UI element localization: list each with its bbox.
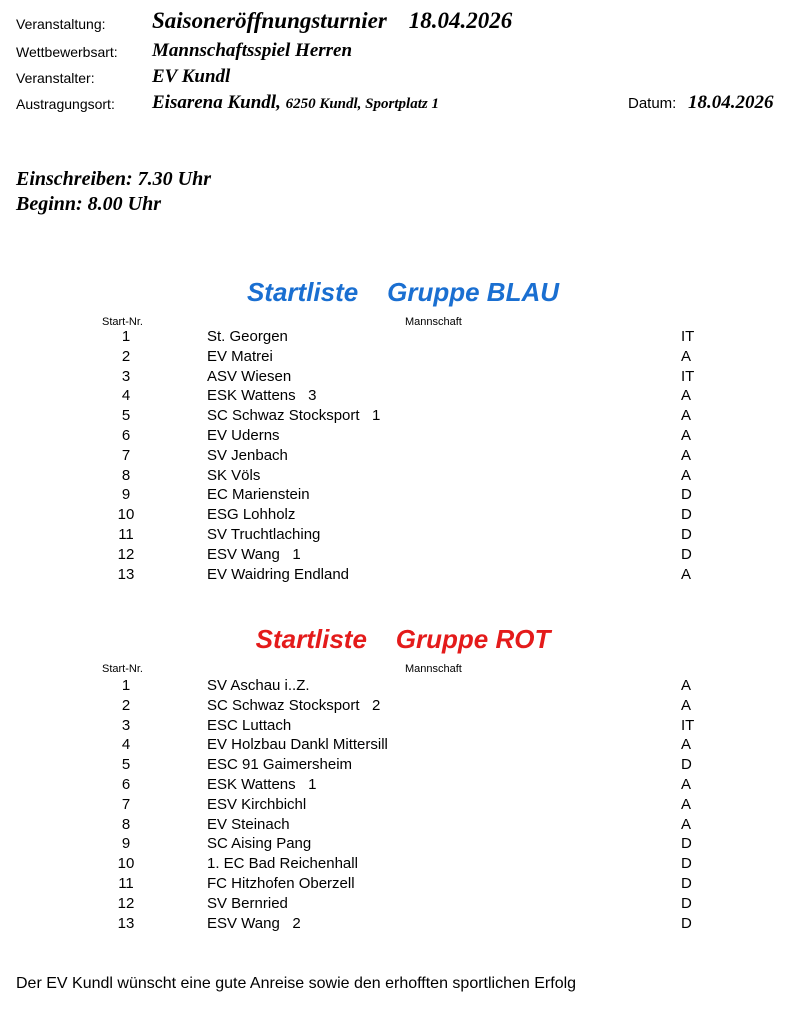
event-name: Saisoneröffnungsturnier [152, 8, 387, 33]
team-class: A [681, 736, 692, 754]
list-item [0, 914, 800, 934]
start-number: 7 [121, 446, 131, 464]
datum-value: 18.04.2026 [688, 92, 774, 113]
list-item [0, 565, 800, 585]
list-item [0, 386, 800, 406]
start-number: 6 [121, 775, 131, 793]
team-name: ESV Wang 2 [207, 914, 301, 932]
team-class: D [681, 506, 692, 524]
group-rot-title: Startliste Gruppe ROT [255, 624, 551, 654]
team-class: D [681, 855, 692, 873]
team-class: A [681, 677, 692, 694]
start-number: 11 [118, 874, 134, 892]
team-class: A [681, 466, 692, 484]
team-name: ASV Wiesen [207, 367, 292, 385]
start-number: 1 [121, 328, 131, 345]
team-class: D [681, 486, 692, 504]
team-class: A [681, 446, 692, 464]
team-class: A [681, 795, 692, 813]
team-name: EV Holzbau Dankl Mittersill [207, 736, 388, 754]
veranstaltung-value [152, 8, 512, 34]
start-number: 4 [121, 387, 131, 405]
ort-value [152, 92, 439, 114]
start-number: 3 [121, 367, 131, 385]
group-blau-col-startnr: Start-Nr. [102, 316, 143, 328]
list-item [0, 815, 800, 835]
event-date: 18.04.2026 [408, 8, 513, 33]
team-class: A [681, 387, 692, 405]
list-item [0, 327, 800, 347]
team-class: D [681, 894, 692, 912]
list-item [0, 854, 800, 874]
start-number: 8 [121, 466, 131, 484]
ort-address: 6250 Kundl, Sportplatz 1 [285, 96, 439, 112]
start-number: 4 [121, 736, 131, 754]
start-number: 2 [121, 347, 131, 365]
list-item [0, 775, 800, 795]
team-class: A [681, 426, 692, 444]
group-rot-col-mannschaft: Mannschaft [405, 663, 462, 675]
list-item [0, 367, 800, 387]
group-blau-title: Startliste Gruppe BLAU [246, 277, 560, 307]
team-name: EC Marienstein [207, 486, 310, 504]
team-class: D [681, 756, 692, 774]
team-class: D [681, 525, 692, 543]
header-wettbewerbsart [0, 36, 800, 62]
team-name: 1. EC Bad Reichenhall [207, 855, 358, 873]
team-class: D [681, 545, 692, 563]
list-item [0, 894, 800, 914]
start-number: 10 [117, 506, 135, 524]
list-item [0, 525, 800, 545]
team-class: A [681, 775, 692, 793]
group-blau-list [0, 327, 800, 584]
team-name: St. Georgen [207, 328, 288, 345]
list-item [0, 834, 800, 854]
team-class: A [681, 696, 692, 714]
group-blau-col-mannschaft: Mannschaft [405, 316, 462, 328]
team-class: A [681, 347, 692, 365]
team-name: EV Waidring Endland [207, 565, 350, 583]
list-item [0, 795, 800, 815]
start-number: 13 [117, 914, 135, 932]
team-name: SC Schwaz Stocksport 1 [207, 407, 381, 425]
veranstaltung-label: Veranstaltung: [16, 16, 106, 32]
start-number: 9 [121, 486, 131, 504]
einschreiben-time: Einschreiben: 7.30 Uhr [16, 168, 212, 190]
team-class: A [681, 565, 692, 583]
group-rot-col-startnr: Start-Nr. [102, 663, 143, 675]
start-number: 12 [117, 894, 135, 912]
start-number: 3 [121, 716, 131, 734]
start-number: 10 [117, 855, 135, 873]
list-item [0, 446, 800, 466]
list-item [0, 696, 800, 716]
list-item [0, 426, 800, 446]
start-number: 5 [121, 407, 131, 425]
team-class: D [681, 874, 692, 892]
team-name: SC Aising Pang [207, 835, 312, 853]
team-class: A [681, 815, 692, 833]
group-rot-list [0, 676, 800, 933]
team-name: SK Völs [207, 466, 261, 484]
team-name: ESC 91 Gaimersheim [207, 756, 353, 774]
list-item [0, 874, 800, 894]
team-name: ESV Wang 1 [207, 545, 301, 563]
team-name: EV Matrei [207, 347, 273, 365]
team-name: EV Steinach [207, 815, 290, 833]
team-name: FC Hitzhofen Oberzell [207, 874, 355, 892]
datum-label: Datum: [628, 95, 677, 112]
start-number: 6 [121, 426, 131, 444]
list-item [0, 755, 800, 775]
list-item [0, 466, 800, 486]
veranstalter-value: EV Kundl [152, 66, 231, 87]
list-item [0, 545, 800, 565]
team-name: SV Jenbach [207, 446, 288, 464]
wettbewerbsart-value: Mannschaftsspiel Herren [152, 40, 353, 61]
team-class: IT [681, 367, 695, 385]
team-name: ESC Luttach [207, 716, 292, 734]
list-item [0, 676, 800, 696]
ort-label: Austragungsort: [16, 96, 115, 112]
start-number: 8 [121, 815, 131, 833]
team-class: D [681, 835, 692, 853]
start-number: 5 [121, 756, 131, 774]
team-name: ESK Wattens 3 [207, 387, 317, 405]
list-item [0, 505, 800, 525]
header-veranstaltung [0, 8, 800, 34]
start-number: 12 [117, 545, 135, 563]
team-class: IT [681, 328, 695, 345]
header-austragungsort [0, 88, 800, 114]
start-number: 13 [117, 565, 135, 583]
team-name: SC Schwaz Stocksport 2 [207, 696, 381, 714]
beginn-time: Beginn: 8.00 Uhr [16, 193, 162, 215]
team-name: SV Bernried [207, 894, 288, 912]
team-class: A [681, 407, 692, 425]
team-name: ESG Lohholz [207, 506, 296, 524]
ort-name: Eisarena Kundl, [152, 92, 281, 113]
start-number: 7 [121, 795, 131, 813]
start-number: 11 [118, 525, 134, 543]
team-name: EV Uderns [207, 426, 280, 444]
start-number: 1 [121, 677, 131, 694]
footer-message: Der EV Kundl wünscht eine gute Anreise sowie den erhofften sportlichen Erfolg [16, 975, 577, 992]
team-class: IT [681, 716, 695, 734]
team-name: ESK Wattens 1 [207, 775, 317, 793]
list-item [0, 716, 800, 736]
start-number: 2 [121, 696, 131, 714]
list-item [0, 485, 800, 505]
team-name: ESV Kirchbichl [207, 795, 307, 813]
list-item [0, 735, 800, 755]
list-item [0, 347, 800, 367]
team-class: D [681, 914, 692, 932]
list-item [0, 406, 800, 426]
team-name: SV Truchtlaching [207, 525, 321, 543]
veranstalter-label: Veranstalter: [16, 70, 95, 86]
start-number: 9 [121, 835, 131, 853]
wettbewerbsart-label: Wettbewerbsart: [16, 44, 118, 60]
team-name: SV Aschau i..Z. [207, 677, 310, 694]
header-veranstalter [0, 62, 800, 88]
